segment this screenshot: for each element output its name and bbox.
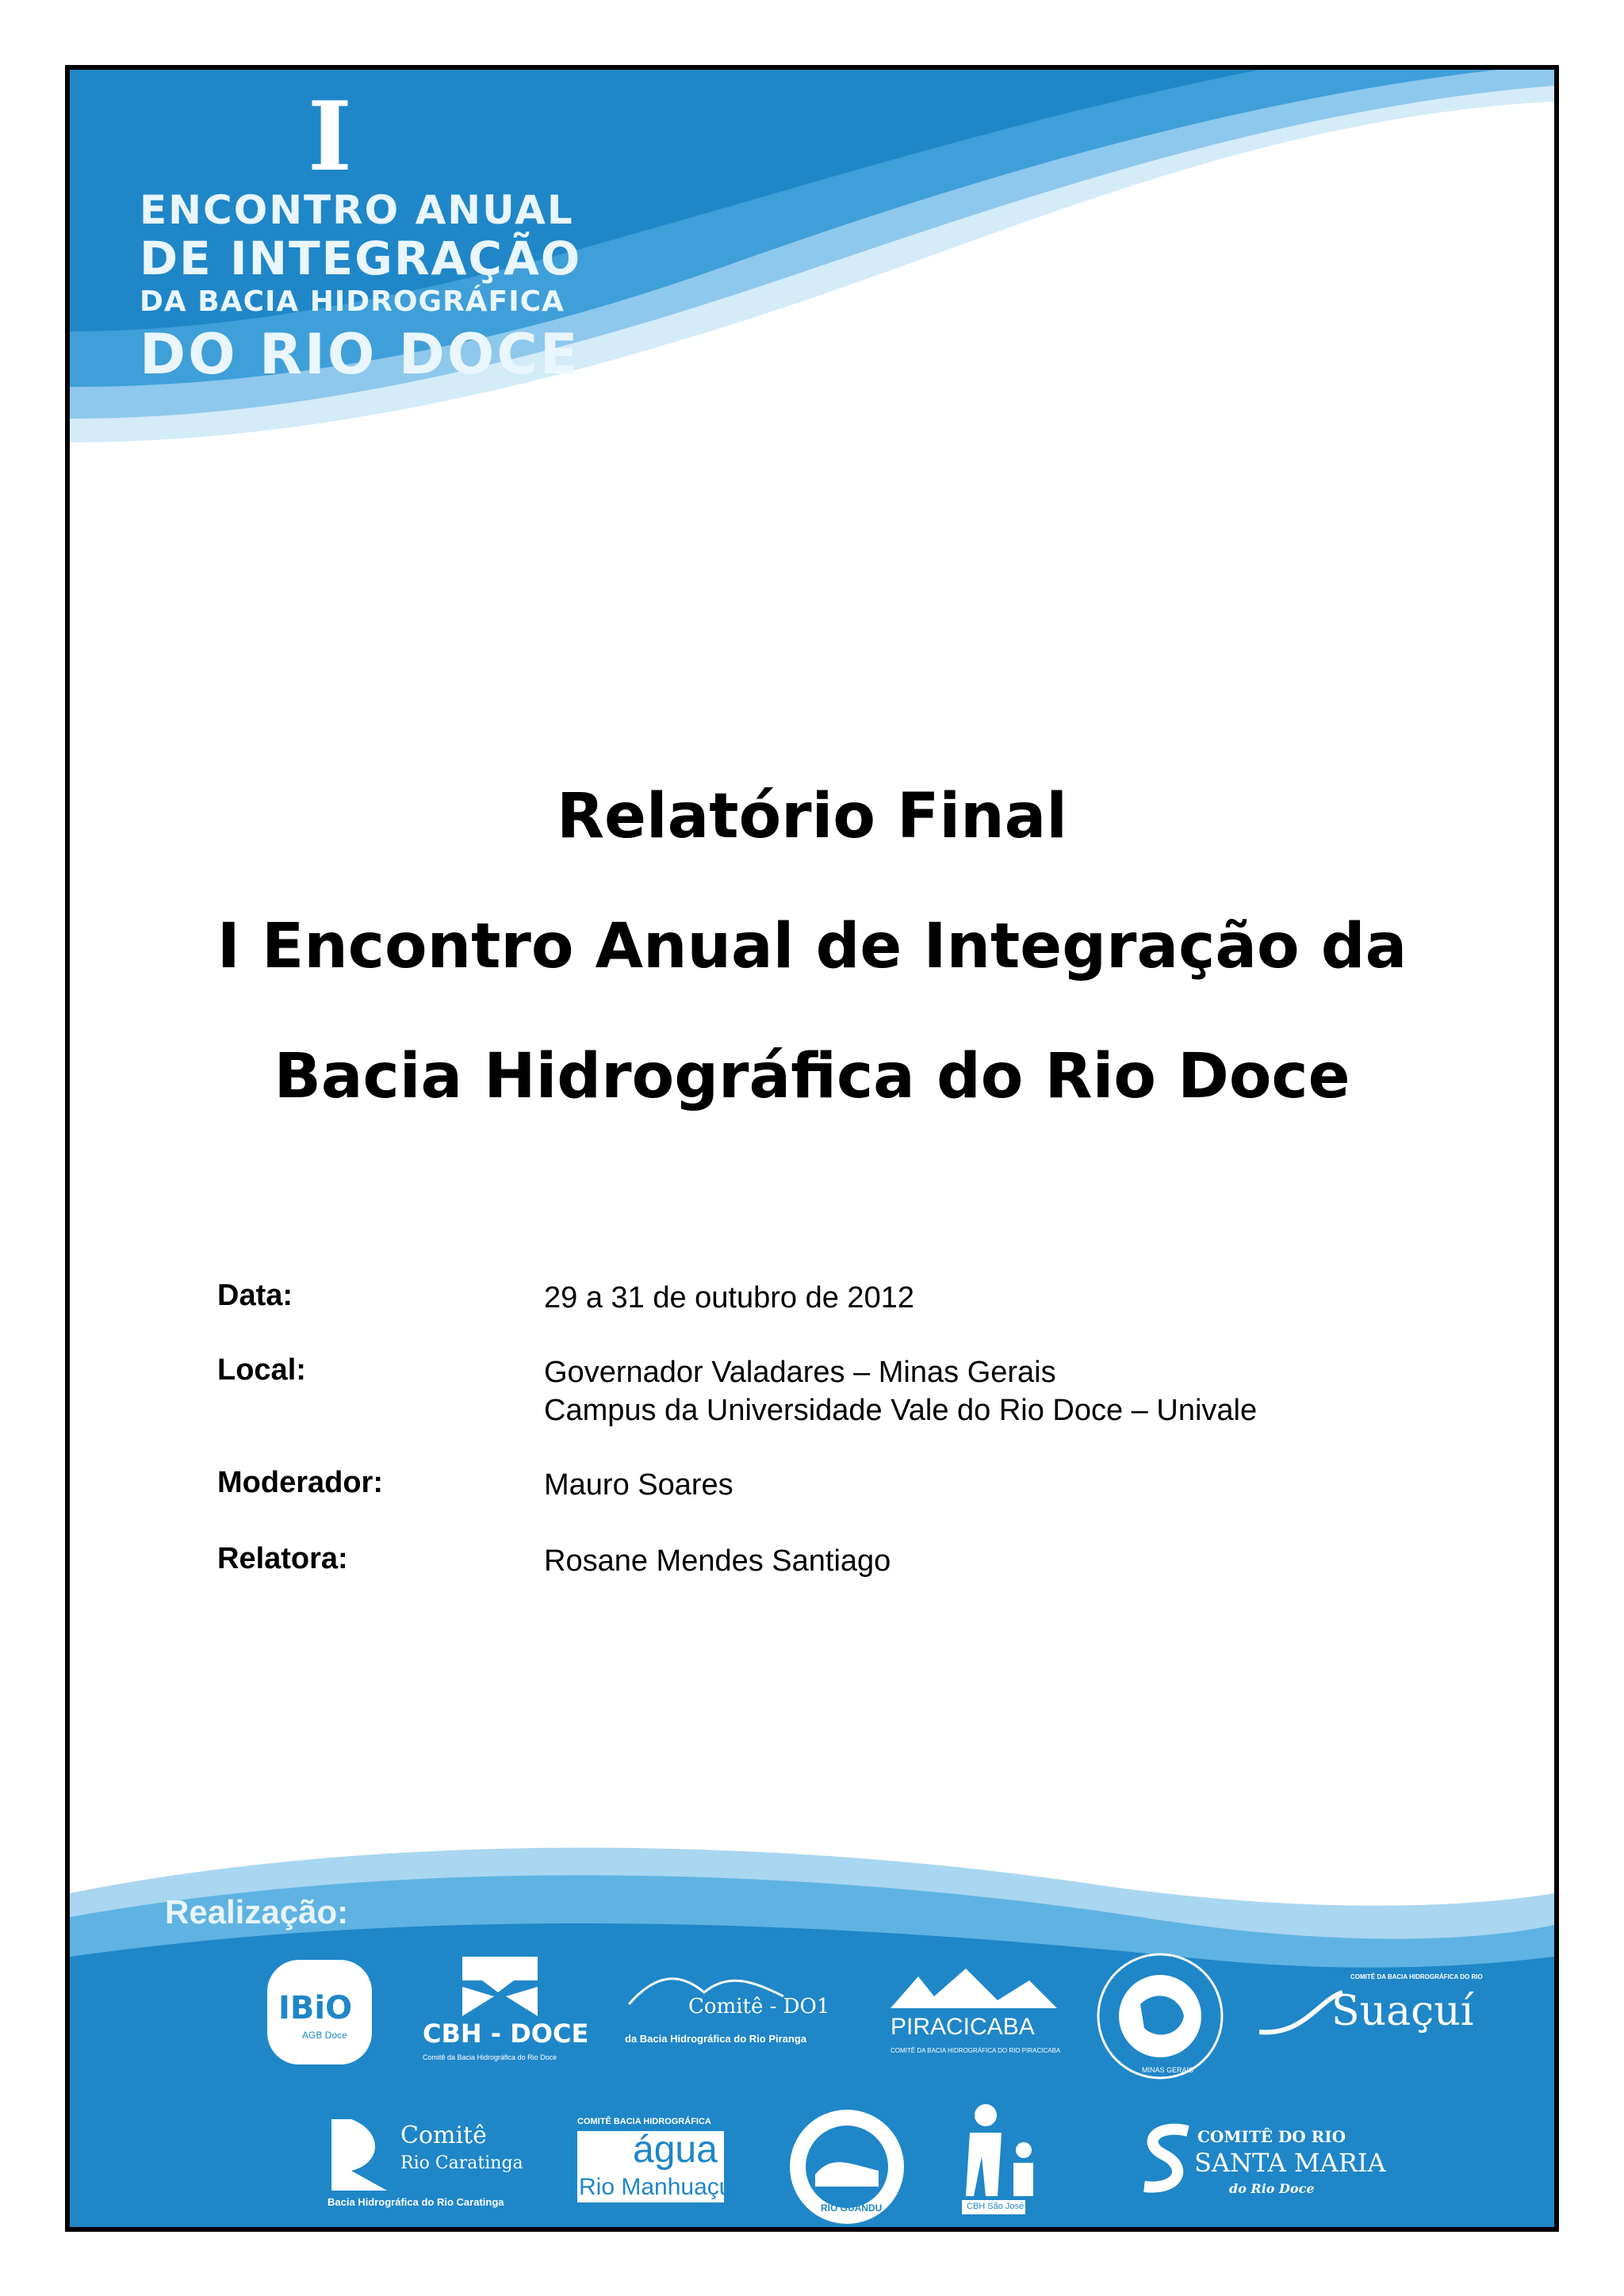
santo-antonio-seal-icon (1093, 1949, 1228, 2084)
date-label: Data: (217, 1279, 293, 1312)
sao-jose-figure-icon (954, 2101, 1049, 2200)
logo-guandu (787, 2107, 906, 2226)
caratinga-name2: Rio Caratinga (400, 2153, 523, 2173)
document-title (70, 752, 1554, 1142)
logo-sao-jose (954, 2101, 1049, 2216)
ibio-name: IBiO (278, 1990, 353, 2026)
title-line-1: Relatório Final (556, 781, 1068, 852)
event-logo-line-4: DO RIO DOCE (140, 322, 580, 387)
cbh-doce-name: CBH - DOCE (423, 2019, 589, 2049)
logo-caratinga (327, 2115, 534, 2210)
moderator-label: Moderador: (217, 1466, 383, 1499)
footer-heading: Realização: (165, 1893, 349, 1931)
piracicaba-sub: COMITÊ DA BACIA HIDROGRÁFICA DO RIO PIRACICABA (891, 2047, 1061, 2054)
logo-santo-antonio (1093, 1949, 1228, 2084)
santa-maria-s-icon (1132, 2119, 1204, 2198)
piranga-name: Comitê - DO1 (688, 1995, 830, 2019)
reporter-value: Rosane Mendes Santiago (544, 1544, 891, 1578)
logo-piranga (625, 1965, 831, 2052)
suacui-name: Suaçuí (1331, 1988, 1474, 2035)
reporter-label: Relatora: (217, 1542, 348, 1575)
place-value-2: Campus da Universidade Vale do Rio Doce – Univale (544, 1394, 1258, 1427)
logo-manhuacu (577, 2117, 733, 2212)
manhuacu-name2: Rio Manhuaçu (579, 2174, 733, 2200)
piranga-sub: da Bacia Hidrográfica do Rio Piranga (625, 2033, 806, 2045)
logo-suacui (1255, 1969, 1483, 2048)
caratinga-name: Comitê (400, 2122, 487, 2149)
place-value-1: Governador Valadares – Minas Gerais (544, 1356, 1056, 1389)
date-value: 29 a 31 de outubro de 2012 (544, 1281, 914, 1314)
caratinga-sub: Bacia Hidrográfica do Rio Caratinga (327, 2196, 504, 2208)
title-line-3: Bacia Hidrográfica do Rio Doce (274, 1041, 1350, 1112)
cbh-doce-mark-icon (419, 1949, 585, 2020)
event-logo-line-3: DA BACIA HIDROGRÁFICA (140, 285, 565, 318)
santa-maria-name: SANTA MARIA (1194, 2148, 1386, 2178)
manhuacu-name: água (633, 2129, 718, 2171)
piracicaba-skyline-icon (887, 1965, 1061, 2012)
logo-ibio (264, 1957, 375, 2068)
santo-antonio-sub: MINAS GERAIS (1142, 2066, 1194, 2074)
manhuacu-top: COMITÊ BACIA HIDROGRÁFICA (577, 2117, 711, 2126)
sao-jose-sub: CBH São José (967, 2202, 1025, 2211)
santa-maria-sub: do Rio Doce (1229, 2181, 1315, 2196)
event-logo-line-1: ENCONTRO ANUAL (140, 187, 574, 233)
cbh-doce-sub: Comitê da Bacia Hidrográfica do Rio Doce (423, 2053, 557, 2061)
logo-santa-maria (1132, 2119, 1386, 2206)
piracicaba-name: PIRACICABA (891, 2014, 1035, 2040)
logo-cbh-doce (419, 1949, 589, 2068)
santa-maria-top: COMITÊ DO RIO (1197, 2127, 1346, 2146)
ibio-sub: AGB Doce (302, 2030, 347, 2041)
logo-piracicaba (887, 1965, 1061, 2060)
place-label: Local: (217, 1353, 306, 1387)
suacui-sub: COMITÊ DA BACIA HIDROGRÁFICA DO RIO (1350, 1973, 1483, 1980)
title-line-2: I Encontro Anual de Integração da (216, 911, 1408, 982)
event-logo-line-2: DE INTEGRAÇÃO (140, 232, 582, 285)
guandu-name: RIO GUANDU (821, 2202, 883, 2214)
moderator-value: Mauro Soares (544, 1468, 733, 1502)
event-logo-numeral: I (307, 81, 353, 193)
page-frame (65, 65, 1559, 2232)
caratinga-mark-icon (327, 2115, 391, 2195)
